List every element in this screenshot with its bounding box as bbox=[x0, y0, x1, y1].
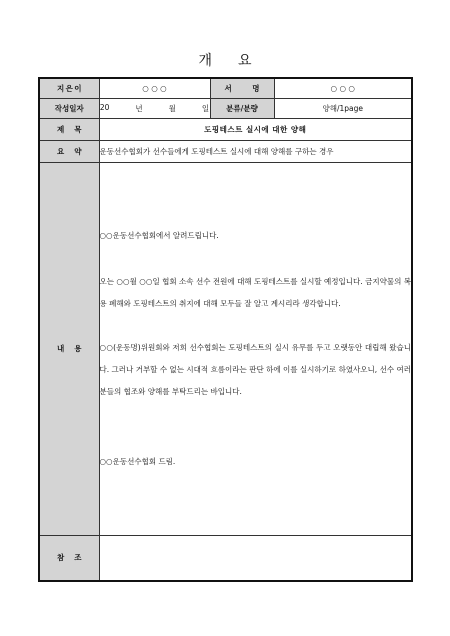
reference-row bbox=[39, 535, 412, 581]
content-closing: ○○운동선수협회 드림. bbox=[99, 456, 176, 466]
form-table bbox=[38, 77, 413, 582]
author-value[interactable]: ○ ○ ○ bbox=[99, 78, 210, 98]
signature-label bbox=[210, 78, 274, 98]
content-label-char: 내 bbox=[57, 344, 65, 353]
category-label: 분류/분량 bbox=[210, 98, 274, 118]
subject-value[interactable]: 도핑테스트 실시에 대한 양해 bbox=[99, 118, 412, 140]
content-row bbox=[39, 162, 412, 535]
reference-label-char: 참 bbox=[57, 553, 65, 563]
subject-row bbox=[39, 118, 412, 140]
author-label-char: 지 bbox=[57, 83, 65, 93]
content-greeting: ○○운동선수협회에서 알려드립니다. bbox=[99, 230, 219, 240]
date-day-unit: 일 bbox=[201, 103, 210, 113]
reference-value[interactable] bbox=[99, 535, 412, 581]
reference-label bbox=[39, 535, 99, 581]
summary-row bbox=[39, 140, 412, 162]
document-title bbox=[0, 50, 450, 70]
summary-value[interactable]: 운동선수협회가 선수들에게 도핑테스트 실시에 대해 양해를 구하는 경우 bbox=[99, 140, 412, 162]
content-label-char: 용 bbox=[74, 344, 82, 353]
document-title-part: 요 bbox=[238, 53, 252, 69]
category-value[interactable]: 양해/1page bbox=[274, 98, 412, 118]
date-label: 작성일자 bbox=[39, 98, 99, 118]
content-paragraph: ○○(운동명)위원회와 저희 선수협회는 도핑테스트의 실시 유무를 두고 오랫동안 대립해 왔습니다. 그러나 거부할 수 없는 시대적 흐름이라는 판단 하에 이를 실시하기로 하였사오니, 선수 여러분들의 협조와 양해를 부탁드리는 바입니다. bbox=[99, 342, 411, 396]
content-label bbox=[39, 162, 99, 535]
subject-label-char: 제 bbox=[57, 124, 65, 134]
summary-label-char: 약 bbox=[74, 146, 82, 156]
signature-label-char: 명 bbox=[252, 83, 260, 93]
summary-label bbox=[39, 140, 99, 162]
document-title-part: 개 bbox=[198, 53, 212, 69]
author-label-char: 은 bbox=[65, 83, 73, 93]
date-year-prefix: 20 bbox=[99, 102, 110, 112]
author-label bbox=[39, 78, 99, 98]
subject-label-char: 목 bbox=[74, 124, 82, 134]
summary-label-char: 요 bbox=[57, 146, 65, 156]
subject-label bbox=[39, 118, 99, 140]
date-value[interactable] bbox=[99, 98, 210, 118]
author-row bbox=[39, 78, 412, 98]
content-body[interactable] bbox=[99, 162, 412, 535]
content-paragraph: 오는 ○○월 ○○일 협회 소속 선수 전원에 대해 도핑테스트를 실시할 예정입니다. 금지약물의 복용 폐해와 도핑테스트의 취지에 대해 모두들 잘 알고 계시리라 생각합니다. bbox=[99, 276, 411, 308]
author-label-char: 이 bbox=[74, 83, 82, 93]
date-year-unit: 년 bbox=[135, 103, 143, 113]
date-month-unit: 월 bbox=[168, 103, 176, 113]
date-row bbox=[39, 98, 412, 118]
reference-label-char: 조 bbox=[74, 553, 82, 563]
signature-label-char: 서 bbox=[224, 83, 232, 93]
signature-value[interactable]: ○ ○ ○ bbox=[274, 78, 412, 98]
